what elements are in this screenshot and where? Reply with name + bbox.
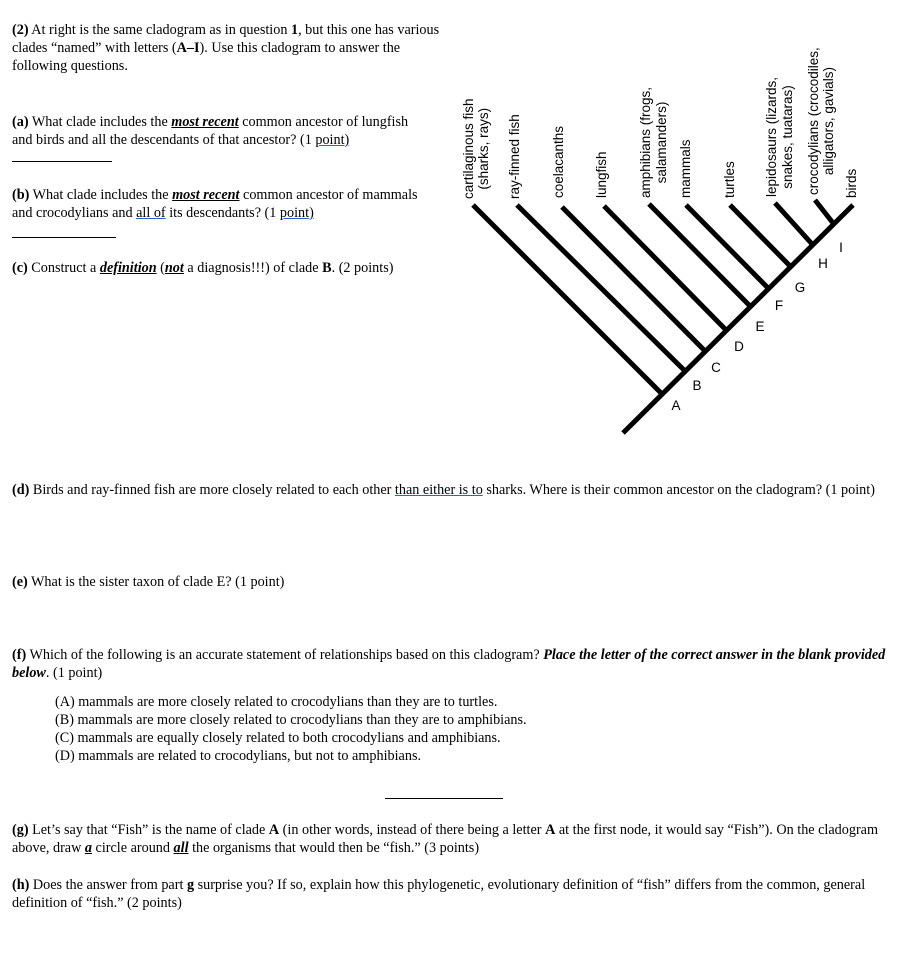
node-label-a: A (671, 398, 681, 413)
taxon-label (594, 151, 609, 198)
question-number: (2) (12, 22, 29, 38)
question-label: (e) (12, 574, 28, 590)
cladogram-branch (517, 205, 685, 371)
node-label-b: B (692, 378, 702, 393)
node-label-e: E (755, 319, 765, 334)
question-g (12, 821, 892, 857)
taxon-label-line: salamanders) (654, 101, 669, 184)
taxon-label-line: (sharks, rays) (476, 107, 491, 190)
text: (in other words, instead of there being a letter (279, 822, 546, 838)
text: ). Use this cladogram to answer the following questions. (12, 40, 401, 74)
text: its descendants? (1 (165, 205, 280, 221)
taxon-label (806, 47, 836, 195)
taxon-label (764, 77, 795, 197)
cladogram-branch (775, 203, 812, 244)
question-label: (h) (12, 877, 30, 893)
text: surprise you? If so, explain how this phylogenetic, evolutionary definition of “fish” differs from the common, general definition of “fish.” (2 points) (12, 877, 866, 911)
emphasis: Place the letter of the correct answer in the blank provided below (12, 647, 886, 681)
taxon-label-line: crocodylians (crocodiles, (806, 47, 821, 195)
question-label: (a) (12, 114, 29, 130)
node-label-i: I (839, 240, 843, 255)
taxon-label (507, 114, 522, 199)
text: than either is to (394, 482, 483, 498)
text: At right is the same cladogram as in question (28, 22, 291, 38)
text: all of (136, 205, 166, 221)
text: point) (279, 205, 314, 221)
taxon-label-line: lepidosaurs (lizards, (764, 76, 779, 197)
question-label: (c) (12, 260, 28, 276)
text: A (545, 822, 556, 838)
text: common ancestor of lungfish and birds and all the descendants of that ancestor? (1 (12, 114, 409, 148)
text: sharks. Where is their common ancestor on the cladogram? (1 point) (482, 482, 875, 498)
text: What is the sister taxon of clade E? (1 point) (27, 574, 285, 590)
emphasis: a (84, 840, 92, 856)
text: common ancestor of mammals and crocodylians and (12, 187, 418, 221)
text: point) (315, 132, 350, 148)
text: Let’s say that “Fish” is the name of clade (28, 822, 269, 838)
text: . (1 point) (45, 665, 103, 681)
text: A–I (176, 40, 200, 56)
question-label: (d) (12, 482, 30, 498)
text: circle around (91, 840, 174, 856)
cladogram-trunk (623, 205, 853, 433)
emphasis: not (164, 260, 184, 276)
taxon-label-line: mammals (678, 139, 693, 198)
option-a: (A) mammals are more closely related to crocodylians than they are to turtles. (55, 694, 498, 710)
text: the organisms that would then be “fish.” (3 points) (188, 840, 480, 856)
text: a diagnosis!!!) of clade (183, 260, 323, 276)
taxon-label-line: coelacanths (551, 125, 566, 198)
taxon-label (844, 168, 859, 198)
text: Construct a (27, 260, 100, 276)
text: 1 (290, 22, 299, 38)
node-label-h: H (818, 256, 828, 271)
text: g (186, 877, 195, 893)
emphasis: most recent (172, 187, 240, 203)
taxon-label-line: ray-finned fish (507, 114, 522, 199)
taxon-label-line: snakes, tuataras) (780, 85, 795, 189)
text: B (322, 260, 332, 276)
node-label-c: C (711, 360, 721, 375)
question-f (12, 646, 887, 682)
taxon-label-line: amphibians (frogs, (638, 86, 653, 198)
taxon-label (551, 126, 566, 198)
emphasis: all (173, 840, 189, 856)
node-label-g: G (794, 280, 806, 295)
taxon-label (722, 161, 737, 198)
node-label-d: D (734, 339, 744, 354)
cladogram-branch (815, 200, 833, 223)
taxon-label (638, 87, 669, 198)
cladogram (0, 0, 903, 440)
question-e (12, 573, 284, 591)
emphasis: most recent (171, 114, 239, 130)
cladogram-branch (562, 207, 705, 351)
option-c: (C) mammals are equally closely related to both crocodylians and amphibians. (55, 730, 501, 746)
text: ( (156, 260, 165, 276)
text: . (2 points) (331, 260, 394, 276)
question-h (12, 876, 882, 912)
cladogram-branch (686, 205, 768, 288)
question-d (12, 481, 882, 499)
question-label: (g) (12, 822, 29, 838)
taxon-label (461, 98, 491, 199)
answer-blank[interactable] (385, 798, 503, 799)
text: Which of the following is an accurate statement of relationships based on this cladogram? (26, 647, 544, 663)
taxon-label-line: alligators, gavials) (821, 67, 836, 176)
emphasis: definition (99, 260, 157, 276)
question-label: (b) (12, 187, 30, 203)
text: Birds and ray-finned fish are more closely related to each other (29, 482, 395, 498)
question-label: (f) (12, 647, 27, 663)
option-d: (D) mammals are related to crocodylians, but not to amphibians. (55, 748, 422, 764)
taxon-label (678, 139, 693, 198)
taxon-label-line: cartilaginous fish (461, 98, 476, 199)
text: What clade includes the (29, 187, 173, 203)
node-label-f: F (774, 298, 784, 313)
option-b: (B) mammals are more closely related to crocodylians than they are to amphibians. (55, 712, 527, 728)
text: What clade includes the (28, 114, 172, 130)
text: , but this one has various clades “named” with letters ( (12, 22, 440, 56)
text: A (268, 822, 280, 838)
text: at the first node, it would say “Fish”). On the cladogram above, draw (12, 822, 879, 856)
taxon-label-line: lungfish (594, 151, 609, 198)
text: Does the answer from part (29, 877, 187, 893)
taxon-label-line: turtles (722, 161, 737, 198)
taxon-label-line: birds (844, 168, 859, 198)
